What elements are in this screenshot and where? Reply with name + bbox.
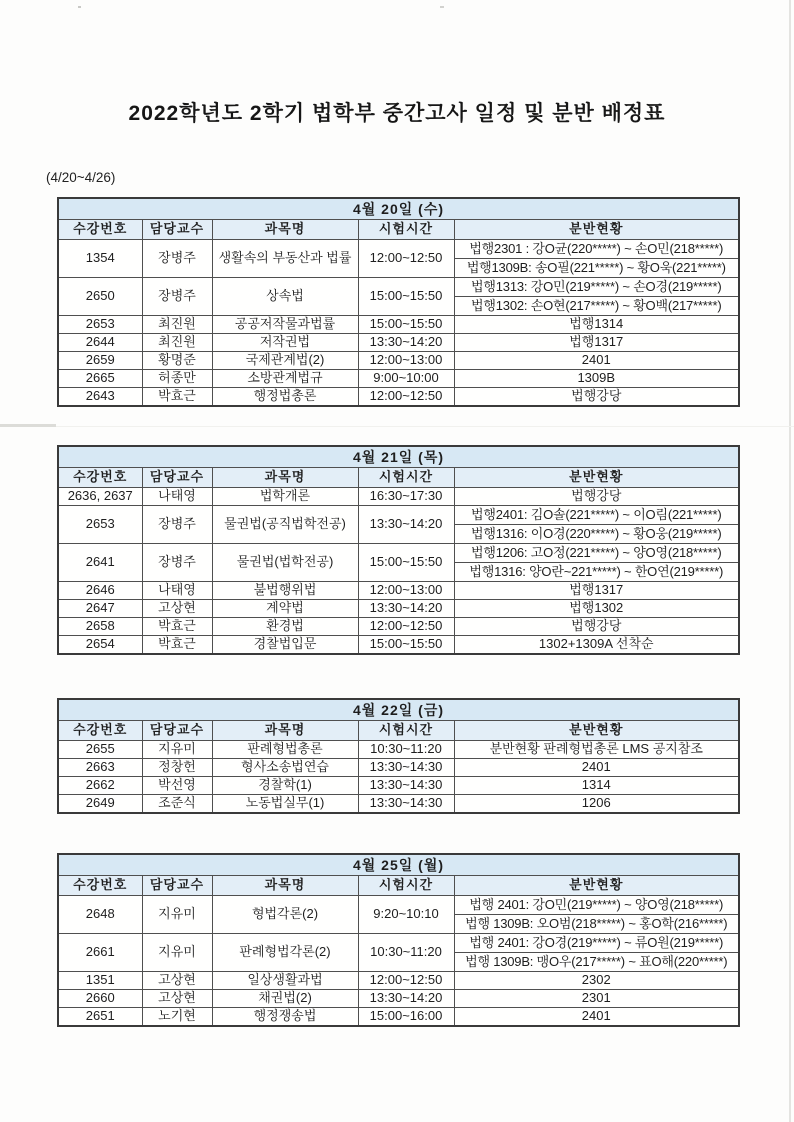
exam-day-section	[57, 698, 738, 814]
course-code-cell: 2641	[58, 544, 142, 582]
subject-cell: 경찰법입문	[212, 636, 358, 655]
subject-cell: 노동법실무(1)	[212, 795, 358, 814]
room-assignment-cell: 법행강당	[454, 388, 739, 407]
table-date-header: 4월 21일 (목)	[58, 446, 739, 468]
course-code-cell: 2654	[58, 636, 142, 655]
professor-cell: 나태영	[142, 582, 212, 600]
room-assignment-cell: 법행1309B: 송O필(221*****) ~ 황O욱(221*****)	[454, 259, 739, 278]
room-assignment-cell: 법행강당	[454, 618, 739, 636]
room-assignment-cell: 분반현황 판례형법총론 LMS 공지참조	[454, 741, 739, 759]
column-header: 과목명	[212, 468, 358, 488]
exam-time-cell: 9:20~10:10	[358, 896, 454, 934]
table-row	[58, 636, 739, 655]
exam-time-cell: 10:30~11:20	[358, 741, 454, 759]
exam-time-cell: 15:00~16:00	[358, 1008, 454, 1027]
exam-time-cell: 15:00~15:50	[358, 636, 454, 655]
course-code-cell: 2663	[58, 759, 142, 777]
professor-cell: 최진원	[142, 334, 212, 352]
subject-cell: 행정법총론	[212, 388, 358, 407]
course-code-cell: 2648	[58, 896, 142, 934]
course-code-cell: 2658	[58, 618, 142, 636]
course-code-cell: 2636, 2637	[58, 488, 142, 506]
column-header: 시험시간	[358, 876, 454, 896]
room-assignment-cell: 법행1302	[454, 600, 739, 618]
subject-cell: 저작권법	[212, 334, 358, 352]
table-row	[58, 618, 739, 636]
table-row	[58, 1008, 739, 1027]
table-row	[58, 896, 739, 915]
column-header: 과목명	[212, 220, 358, 240]
professor-cell: 장병주	[142, 278, 212, 316]
subject-cell: 환경법	[212, 618, 358, 636]
table-row	[58, 990, 739, 1008]
exam-time-cell: 13:30~14:20	[358, 334, 454, 352]
course-code-cell: 2660	[58, 990, 142, 1008]
table-row	[58, 972, 739, 990]
table-row	[58, 582, 739, 600]
column-header: 담당교수	[142, 721, 212, 741]
exam-schedule-table	[57, 698, 740, 814]
table-date-header: 4월 25일 (월)	[58, 854, 739, 876]
column-header: 분반현황	[454, 468, 739, 488]
exam-time-cell: 13:30~14:30	[358, 777, 454, 795]
exam-time-cell: 15:00~15:50	[358, 316, 454, 334]
room-assignment-cell: 1302+1309A 선착순	[454, 636, 739, 655]
professor-cell: 최진원	[142, 316, 212, 334]
table-date-header: 4월 20일 (수)	[58, 198, 739, 220]
room-assignment-cell: 법행1316: 양O란~221*****) ~ 한O연(219*****)	[454, 563, 739, 582]
exam-day-section	[57, 853, 738, 1027]
room-assignment-cell: 법행1317	[454, 334, 739, 352]
professor-cell: 노기현	[142, 1008, 212, 1027]
room-assignment-cell: 법행1314	[454, 316, 739, 334]
professor-cell: 황명준	[142, 352, 212, 370]
course-code-cell: 2659	[58, 352, 142, 370]
exam-time-cell: 16:30~17:30	[358, 488, 454, 506]
table-row	[58, 777, 739, 795]
subject-cell: 채권법(2)	[212, 990, 358, 1008]
room-assignment-cell: 법행2301 : 강O균(220*****) ~ 손O민(218*****)	[454, 240, 739, 259]
course-code-cell: 2653	[58, 506, 142, 544]
exam-schedule-table	[57, 445, 740, 655]
course-code-cell: 2651	[58, 1008, 142, 1027]
course-code-cell: 2655	[58, 741, 142, 759]
professor-cell: 장병주	[142, 506, 212, 544]
table-row	[58, 316, 739, 334]
subject-cell: 형사소송법연습	[212, 759, 358, 777]
professor-cell: 박선영	[142, 777, 212, 795]
room-assignment-cell: 2401	[454, 1008, 739, 1027]
room-assignment-cell: 법행1317	[454, 582, 739, 600]
exam-day-section	[57, 445, 738, 655]
room-assignment-cell: 법행1313: 강O민(219*****) ~ 손O경(219*****)	[454, 278, 739, 297]
subject-cell: 생활속의 부동산과 법률	[212, 240, 358, 278]
exam-time-cell: 12:00~13:00	[358, 352, 454, 370]
column-header: 수강번호	[58, 220, 142, 240]
exam-time-cell: 13:30~14:30	[358, 795, 454, 814]
professor-cell: 장병주	[142, 240, 212, 278]
exam-time-cell: 13:30~14:20	[358, 506, 454, 544]
subject-cell: 법학개론	[212, 488, 358, 506]
subject-cell: 공공저작물과법률	[212, 316, 358, 334]
table-row	[58, 934, 739, 953]
professor-cell: 조준식	[142, 795, 212, 814]
subject-cell: 일상생활과법	[212, 972, 358, 990]
room-assignment-cell: 법행 1309B: 맹O우(217*****) ~ 표O해(220*****)	[454, 953, 739, 972]
subject-cell: 행정쟁송법	[212, 1008, 358, 1027]
table-row	[58, 352, 739, 370]
subject-cell: 판례형법총론	[212, 741, 358, 759]
room-assignment-cell: 2401	[454, 759, 739, 777]
table-row	[58, 600, 739, 618]
column-header: 수강번호	[58, 721, 142, 741]
course-code-cell: 1351	[58, 972, 142, 990]
exam-time-cell: 15:00~15:50	[358, 278, 454, 316]
exam-time-cell: 12:00~13:00	[358, 582, 454, 600]
professor-cell: 박효근	[142, 636, 212, 655]
exam-tables	[57, 197, 738, 1027]
exam-time-cell: 12:00~12:50	[358, 388, 454, 407]
table-row	[58, 759, 739, 777]
room-assignment-cell: 2401	[454, 352, 739, 370]
room-assignment-cell: 법행1316: 이O경(220*****) ~ 황O웅(219*****)	[454, 525, 739, 544]
subject-cell: 물권법(공직법학전공)	[212, 506, 358, 544]
column-header: 시험시간	[358, 721, 454, 741]
course-code-cell: 2646	[58, 582, 142, 600]
room-assignment-cell: 법행1302: 손O현(217*****) ~ 황O백(217*****)	[454, 297, 739, 316]
course-code-cell: 2647	[58, 600, 142, 618]
course-code-cell: 2662	[58, 777, 142, 795]
subject-cell: 국제관계법(2)	[212, 352, 358, 370]
table-row	[58, 388, 739, 407]
table-row	[58, 506, 739, 525]
column-header: 분반현황	[454, 220, 739, 240]
professor-cell: 나태영	[142, 488, 212, 506]
table-row	[58, 240, 739, 259]
room-assignment-cell: 법행 2401: 강O민(219*****) ~ 양O영(218*****)	[454, 896, 739, 915]
course-code-cell: 2665	[58, 370, 142, 388]
professor-cell: 박효근	[142, 388, 212, 407]
table-row	[58, 488, 739, 506]
course-code-cell: 1354	[58, 240, 142, 278]
room-assignment-cell: 법행강당	[454, 488, 739, 506]
subject-cell: 판례형법각론(2)	[212, 934, 358, 972]
page-title: 2022학년도 2학기 법학부 중간고사 일정 및 분반 배정표	[128, 102, 666, 125]
scan-speck	[440, 6, 444, 8]
professor-cell: 지유미	[142, 896, 212, 934]
professor-cell: 고상현	[142, 600, 212, 618]
exam-time-cell: 13:30~14:20	[358, 600, 454, 618]
professor-cell: 박효근	[142, 618, 212, 636]
column-header: 과목명	[212, 721, 358, 741]
subject-cell: 상속법	[212, 278, 358, 316]
course-code-cell: 2644	[58, 334, 142, 352]
subject-cell: 경찰학(1)	[212, 777, 358, 795]
room-assignment-cell: 법행2401: 김O솔(221*****) ~ 이O림(221*****)	[454, 506, 739, 525]
column-header: 수강번호	[58, 876, 142, 896]
room-assignment-cell: 1206	[454, 795, 739, 814]
subject-cell: 물권법(법학전공)	[212, 544, 358, 582]
table-row	[58, 544, 739, 563]
course-code-cell: 2650	[58, 278, 142, 316]
scan-speck	[78, 6, 81, 8]
room-assignment-cell: 2302	[454, 972, 739, 990]
exam-schedule-table	[57, 197, 740, 407]
professor-cell: 고상현	[142, 990, 212, 1008]
column-header: 담당교수	[142, 468, 212, 488]
room-assignment-cell: 법행 2401: 강O경(219*****) ~ 류O원(219*****)	[454, 934, 739, 953]
professor-cell: 정창헌	[142, 759, 212, 777]
subject-cell: 형법각론(2)	[212, 896, 358, 934]
exam-time-cell: 15:00~15:50	[358, 544, 454, 582]
subject-cell: 불법행위법	[212, 582, 358, 600]
table-date-header: 4월 22일 (금)	[58, 699, 739, 721]
column-header: 분반현황	[454, 876, 739, 896]
professor-cell: 고상현	[142, 972, 212, 990]
exam-time-cell: 9:00~10:00	[358, 370, 454, 388]
table-row	[58, 278, 739, 297]
room-assignment-cell: 1309B	[454, 370, 739, 388]
exam-period-label: (4/20~4/26)	[46, 170, 116, 185]
column-header: 담당교수	[142, 876, 212, 896]
column-header: 과목명	[212, 876, 358, 896]
professor-cell: 장병주	[142, 544, 212, 582]
scan-edge-line	[789, 0, 791, 1122]
column-header: 분반현황	[454, 721, 739, 741]
column-header: 담당교수	[142, 220, 212, 240]
exam-time-cell: 12:00~12:50	[358, 618, 454, 636]
table-row	[58, 334, 739, 352]
table-row	[58, 370, 739, 388]
room-assignment-cell: 2301	[454, 990, 739, 1008]
exam-schedule-table	[57, 853, 740, 1027]
professor-cell: 지유미	[142, 741, 212, 759]
table-row	[58, 795, 739, 814]
course-code-cell: 2653	[58, 316, 142, 334]
course-code-cell: 2661	[58, 934, 142, 972]
exam-time-cell: 13:30~14:30	[358, 759, 454, 777]
professor-cell: 허종만	[142, 370, 212, 388]
subject-cell: 계약법	[212, 600, 358, 618]
exam-time-cell: 12:00~12:50	[358, 972, 454, 990]
subject-cell: 소방관계법규	[212, 370, 358, 388]
column-header: 시험시간	[358, 220, 454, 240]
table-row	[58, 741, 739, 759]
column-header: 수강번호	[58, 468, 142, 488]
exam-time-cell: 12:00~12:50	[358, 240, 454, 278]
course-code-cell: 2649	[58, 795, 142, 814]
room-assignment-cell: 법행 1309B: 오O범(218*****) ~ 홍O학(216*****)	[454, 915, 739, 934]
exam-time-cell: 13:30~14:20	[358, 990, 454, 1008]
professor-cell: 지유미	[142, 934, 212, 972]
scan-streak	[0, 424, 56, 427]
course-code-cell: 2643	[58, 388, 142, 407]
column-header: 시험시간	[358, 468, 454, 488]
room-assignment-cell: 1314	[454, 777, 739, 795]
room-assignment-cell: 법행1206: 고O정(221*****) ~ 양O영(218*****)	[454, 544, 739, 563]
exam-day-section	[57, 197, 738, 407]
exam-time-cell: 10:30~11:20	[358, 934, 454, 972]
